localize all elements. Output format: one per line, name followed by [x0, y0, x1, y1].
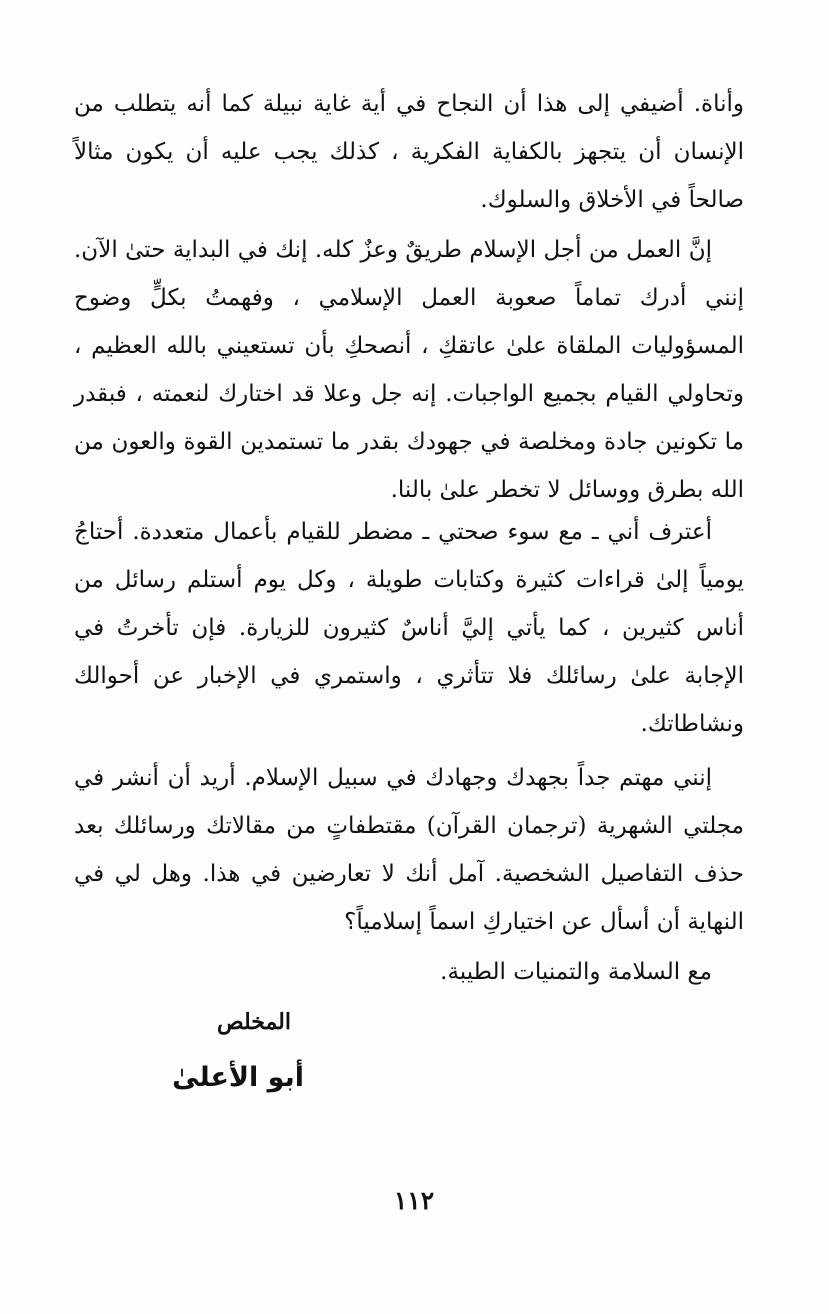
- closing-sincerely: المخلص: [217, 1009, 291, 1035]
- paragraph-text: أعترف أني ـ مع سوء صحتي ـ مضطر للقيام بأعمال متعددة. أحتاجُ يومياً إلىٰ قراءات كثيرة وكتابات طويلة ، وكل يوم أستلم رسائل من أناس كثيرين ، كما يأتي إليَّ أناسٌ كثيرون للزيارة. فإن تأخرتُ في الإجابة علىٰ رسائلك فلا تتأثري ، واستمري في الإخبار عن أحوالك ونشاطاتك.: [74, 519, 744, 737]
- paragraph-text: إنَّ العمل من أجل الإسلام طريقٌ وعزٌ كله. إنك في البداية حتىٰ الآن. إنني أدرك تماماً صعوبة العمل الإسلامي ، وفهمتُ بكلٍّ وضوح المسؤوليات الملقاة علىٰ عاتقكِ ، أنصحكِ بأن تستعيني بالله العظيم ، وتحاولي القيام بجميع الواجبات. إنه جل وعلا قد اختارك لنعمته ، فبقدر ما تكونين جادة ومخلصة في جهودك بقدر ما تستمدين القوة والعون من الله بطرق ووسائل لا تخطر علىٰ بالنا.: [74, 237, 744, 503]
- paragraph-1: [74, 80, 744, 224]
- paragraph-text: إنني مهتم جداً بجهدك وجهادك في سبيل الإسلام. أريد أن أنشر في مجلتي الشهرية (ترجمان القرآن) مقتطفاتٍ من مقالاتك ورسائلك بعد حذف التفاصيل الشخصية. آمل أنك لا تعارضين في هذا. وهل لي في النهاية أن أسأل عن اختياركِ اسماً إسلامياً؟: [74, 765, 744, 935]
- paragraph-5: [74, 948, 744, 996]
- paragraph-2: [74, 226, 744, 514]
- paragraph-text: مع السلامة والتمنيات الطيبة.: [440, 959, 712, 985]
- paragraph-4: [74, 754, 744, 946]
- page-number: ١١٢: [393, 1186, 435, 1215]
- paragraph-text: وأناة. أضيفي إلى هذا أن النجاح في أية غاية نبيلة كما أنه يتطلب من الإنسان أن يتجهز بالكفاية الفكرية ، كذلك يجب عليه أن يكون مثالاً صالحاً في الأخلاق والسلوك.: [74, 91, 744, 213]
- signature: أبو الأعلىٰ: [172, 1062, 304, 1093]
- paragraph-3: [74, 508, 744, 748]
